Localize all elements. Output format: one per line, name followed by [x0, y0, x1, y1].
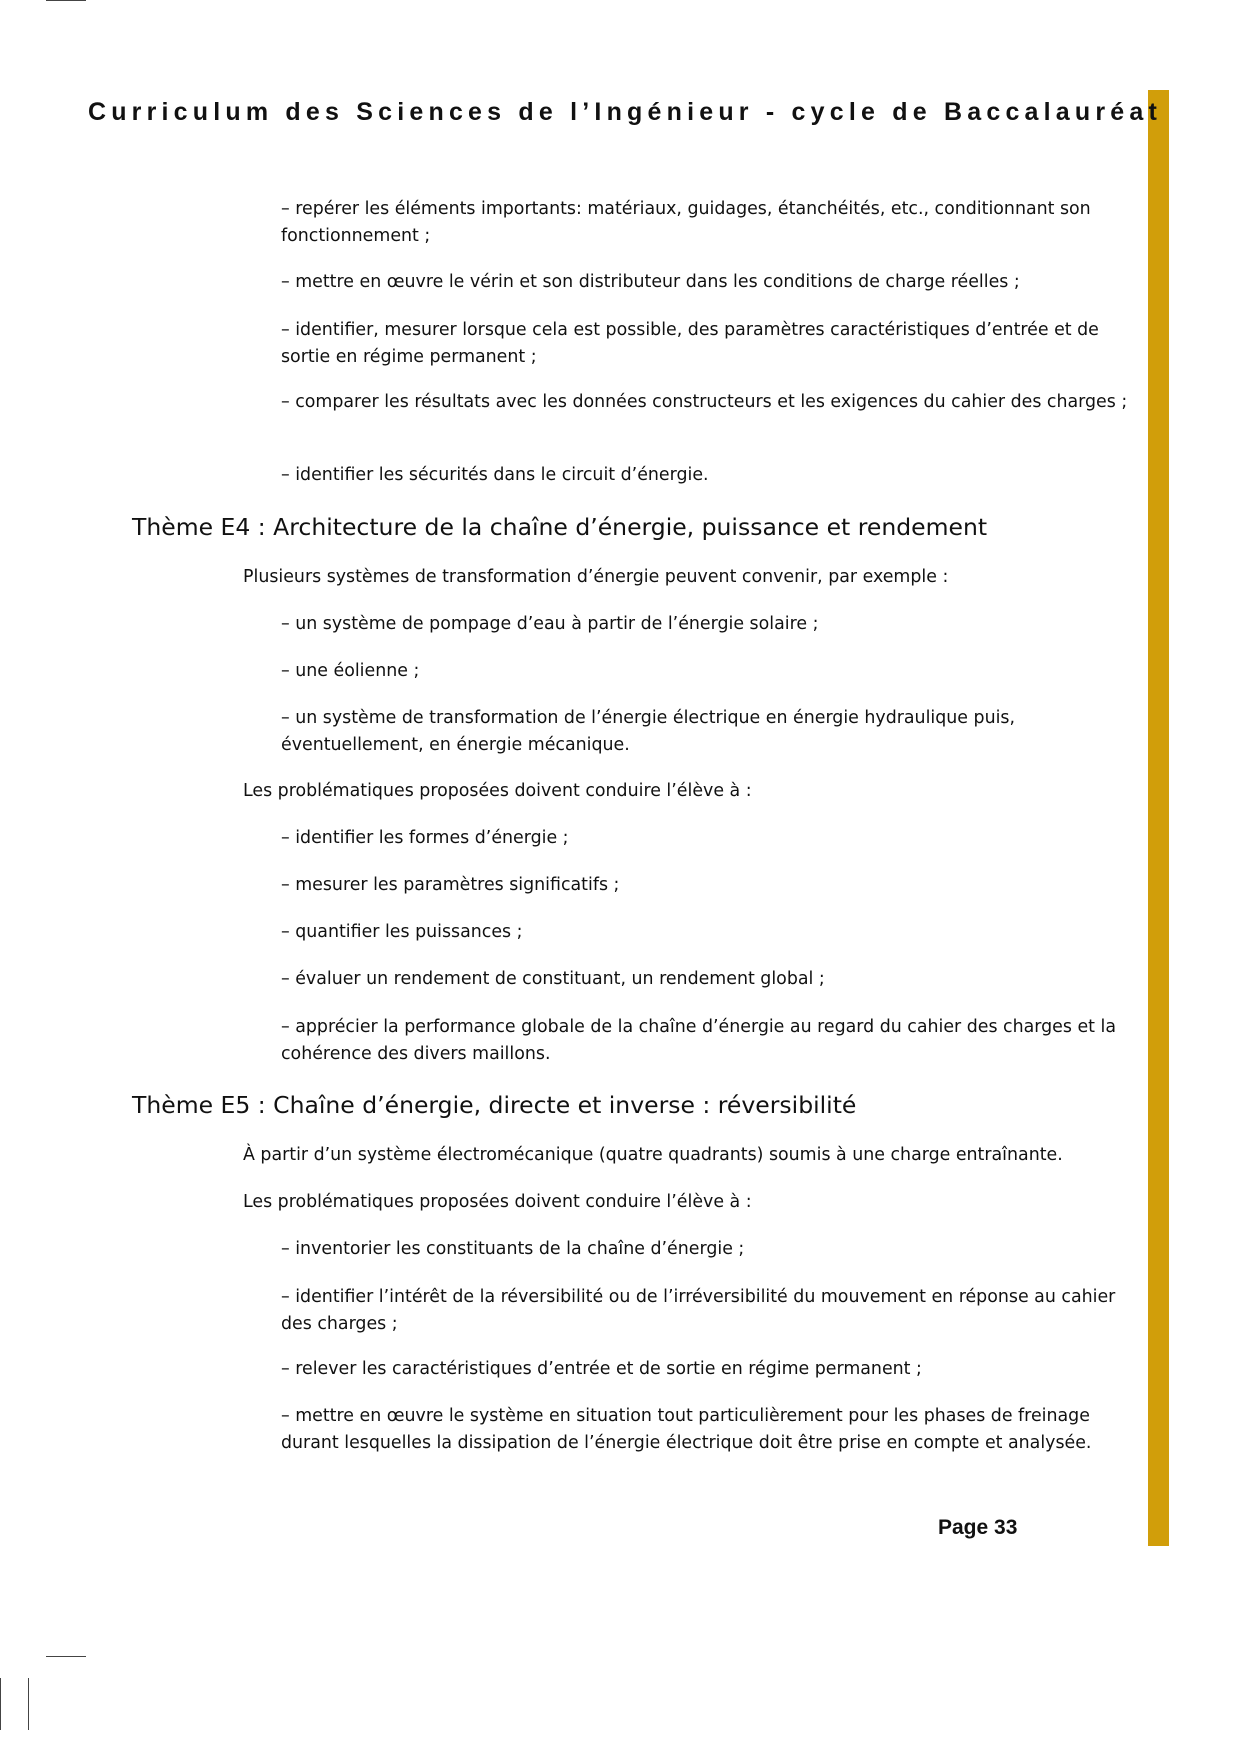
list-item: – inventorier les constituants de la chaîne d’énergie ; — [281, 1239, 745, 1259]
list-item: – un système de pompage d’eau à partir de l’énergie solaire ; — [281, 614, 819, 634]
list-item: – apprécier la performance globale de la chaîne d’énergie au regard du cahier des charges et la cohérence des divers maillons. — [281, 1017, 1117, 1064]
page-number: Page 33 — [938, 1516, 1018, 1539]
list-item: – repérer les éléments importants: matériaux, guidages, étanchéités, etc., conditionnant son fonctionnement ; — [281, 199, 1091, 246]
list-item: – comparer les résultats avec les données constructeurs et les exigences du cahier des charges ; — [281, 392, 1128, 412]
list-item: – identifier les formes d’énergie ; — [281, 828, 569, 848]
list-item: – identifier, mesurer lorsque cela est possible, des paramètres caractéristiques d’entrée et de sortie en régime permanent ; — [281, 320, 1099, 367]
crop-mark-bottom-vertical-2 — [28, 1678, 29, 1730]
crop-mark-bottom-left — [46, 1656, 86, 1657]
list-item: – identifier l’intérêt de la réversibilité ou de l’irréversibilité du mouvement en réponse au cahier des charges ; — [281, 1287, 1116, 1334]
list-item: – évaluer un rendement de constituant, un rendement global ; — [281, 969, 825, 989]
crop-mark-top-left — [46, 0, 86, 1]
list-item: – mesurer les paramètres significatifs ; — [281, 875, 620, 895]
list-item: – une éolienne ; — [281, 661, 420, 681]
list-item: – relever les caractéristiques d’entrée et de sortie en régime permanent ; — [281, 1359, 922, 1379]
section-title-e4: Thème E4 : Architecture de la chaîne d’énergie, puissance et rendement — [132, 513, 988, 541]
section-intro-e4: Plusieurs systèmes de transformation d’énergie peuvent convenir, par exemple : — [243, 567, 949, 587]
accent-side-bar — [1148, 90, 1169, 1546]
problem-intro-e4: Les problématiques proposées doivent conduire l’élève à : — [243, 781, 752, 801]
section-title-e5: Thème E5 : Chaîne d’énergie, directe et inverse : réversibilité — [132, 1091, 857, 1119]
section-intro-e5: À partir d’un système électromécanique (quatre quadrants) soumis à une charge entraînante. — [243, 1145, 1063, 1165]
page-header-title: Curriculum des Sciences de l’Ingénieur - cycle de Baccalauréat — [87, 98, 1163, 126]
list-item: – identifier les sécurités dans le circuit d’énergie. — [281, 465, 709, 485]
list-item: – mettre en œuvre le vérin et son distributeur dans les conditions de charge réelles ; — [281, 272, 1020, 292]
list-item: – un système de transformation de l’énergie électrique en énergie hydraulique puis, éventuellement, en énergie mécanique. — [281, 708, 1016, 755]
problem-intro-e5: Les problématiques proposées doivent conduire l’élève à : — [243, 1192, 752, 1212]
list-item: – quantifier les puissances ; — [281, 922, 523, 942]
list-item: – mettre en œuvre le système en situation tout particulièrement pour les phases de freinage durant lesquelles la dissipation de l’énergie électrique doit être prise en compte et analysée. — [281, 1406, 1092, 1453]
crop-mark-bottom-vertical-1 — [0, 1678, 1, 1730]
